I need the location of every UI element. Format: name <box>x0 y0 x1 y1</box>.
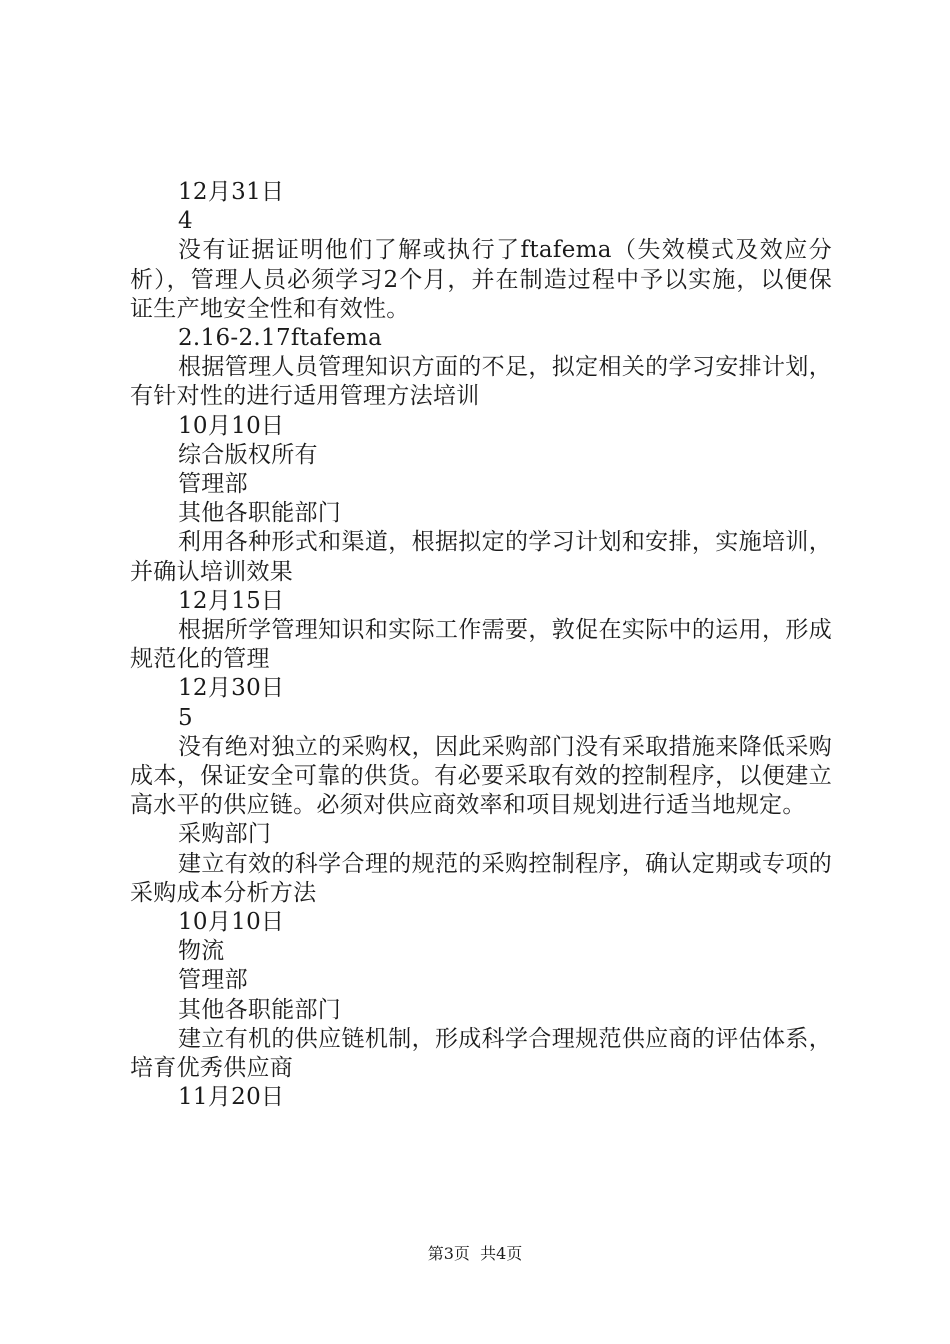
paragraph: 10月10日 <box>178 909 285 936</box>
paragraph: 12月31日 <box>178 179 285 205</box>
paragraph: 没有绝对独立的采购权，因此采购部门没有采取措施来降低采购成本，保证安全可靠的供货。有必要采取有效的控制程序，以便建立高水平的供应链。必须对供应商效率和项目规划进行适当地规定。 <box>130 733 832 819</box>
paragraph: 2.16-2.17ftafema <box>178 325 383 352</box>
paragraph: 4 <box>178 208 193 235</box>
paragraph: 12月15日 <box>178 587 285 614</box>
paragraph: 采购部门 <box>178 821 272 848</box>
paragraph: 综合版权所有 <box>178 441 318 468</box>
paragraph: 根据管理人员管理知识方面的不足，拟定相关的学习安排计划，有针对性的进行适用管理方法培训 <box>130 354 832 410</box>
paragraph: 5 <box>178 704 193 731</box>
page-number-label: 第3页 共4页 <box>427 1244 523 1263</box>
paragraph: 建立有机的供应链机制，形成科学合理规范供应商的评估体系，培育优秀供应商 <box>130 1025 832 1082</box>
paragraph: 建立有效的科学合理的规范的采购控制程序，确认定期或专项的采购成本分析方法 <box>130 850 832 906</box>
paragraph: 管理部 <box>178 967 248 994</box>
paragraph: 根据所学管理知识和实际工作需要，敦促在实际中的运用，形成规范化的管理 <box>130 617 832 673</box>
paragraph: 没有证据证明他们了解或执行了ftafema（失效模式及效应分析），管理人员必须学习2个月，并在制造过程中予以实施，以便保证生产地安全性和有效性。 <box>130 237 832 322</box>
page-footer <box>0 1244 950 1264</box>
paragraph: 利用各种形式和渠道，根据拟定的学习计划和安排，实施培训，并确认培训效果 <box>130 529 832 585</box>
paragraph: 管理部 <box>178 471 248 498</box>
paragraph: 11月20日 <box>178 1084 285 1111</box>
paragraph: 物流 <box>178 938 225 965</box>
document-body <box>130 178 832 1113</box>
paragraph: 12月30日 <box>178 675 285 702</box>
paragraph: 10月10日 <box>178 412 285 439</box>
paragraph: 其他各职能部门 <box>178 500 342 527</box>
paragraph: 其他各职能部门 <box>178 996 342 1023</box>
